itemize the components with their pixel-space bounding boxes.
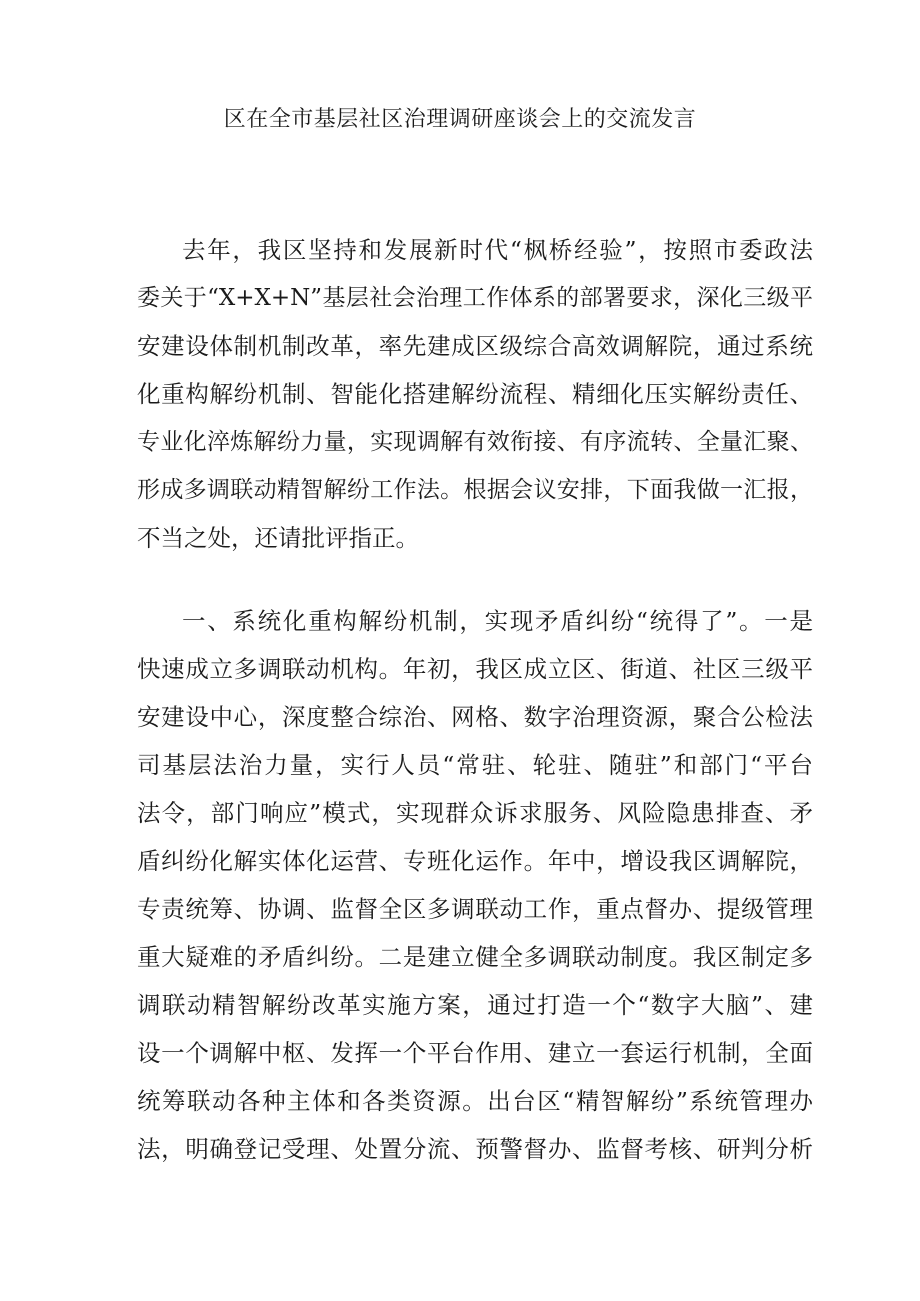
paragraph-2-line-8: 重大疑难的矛盾纠纷。二是建立健全多调联动制度。我区制定多 bbox=[137, 943, 813, 971]
paragraph-2-line-6: 盾纠纷化解实体化运营、专班化运作。年中，增设我区调解院， bbox=[137, 847, 813, 875]
paragraph-2-line-3: 安建设中心，深度整合综治、网格、数字治理资源，聚合公检法 bbox=[137, 703, 813, 731]
paragraph-1-line-5: 专业化淬炼解纷力量，实现调解有效衔接、有序流转、全量汇聚、 bbox=[137, 429, 813, 455]
paragraph-2-line-4: 司基层法治力量，实行人员“常驻、轮驻、随驻”和部门“平台 bbox=[137, 751, 813, 779]
paragraph-1-line-3: 安建设体制机制改革，率先建成区级综合高效调解院，通过系统 bbox=[137, 332, 813, 360]
paragraph-1-line-2: 委关于“X+X+N”基层社会治理工作体系的部署要求，深化三级平 bbox=[137, 285, 813, 311]
paragraph-2-line-9: 调联动精智解纷改革实施方案，通过打造一个“数字大脑”、建 bbox=[137, 991, 813, 1019]
paragraph-2-line-5: 法令，部门响应”模式，实现群众诉求服务、风险隐患排查、矛 bbox=[137, 799, 813, 827]
paragraph-1-line-4: 化重构解纷机制、智能化搭建解纷流程、精细化压实解纷责任、 bbox=[137, 380, 813, 408]
paragraph-1-line-1: 去年，我区坚持和发展新时代“枫桥经验”，按照市委政法 bbox=[182, 236, 813, 264]
document-title: 区在全市基层社区治理调研座谈会上的交流发言 bbox=[223, 107, 697, 132]
paragraph-2-line-10: 设一个调解中枢、发挥一个平台作用、建立一套运行机制，全面 bbox=[137, 1039, 813, 1067]
paragraph-2-line-11: 统筹联动各种主体和各类资源。出台区“精智解纷”系统管理办 bbox=[137, 1087, 813, 1115]
paragraph-1-line-7: 不当之处，还请批评指正。 bbox=[137, 524, 419, 552]
paragraph-2-line-2: 快速成立多调联动机构。年初，我区成立区、街道、社区三级平 bbox=[137, 655, 813, 683]
paragraph-1-line-6: 形成多调联动精智解纷工作法。根据会议安排，下面我做一汇报， bbox=[137, 477, 813, 503]
paragraph-2-line-12: 法，明确登记受理、处置分流、预警督办、监督考核、研判分析 bbox=[137, 1135, 813, 1163]
paragraph-2-line-7: 专责统筹、协调、监督全区多调联动工作，重点督办、提级管理 bbox=[137, 895, 813, 923]
paragraph-2-line-1: 一、系统化重构解纷机制，实现矛盾纠纷“统得了”。一是 bbox=[182, 607, 813, 635]
